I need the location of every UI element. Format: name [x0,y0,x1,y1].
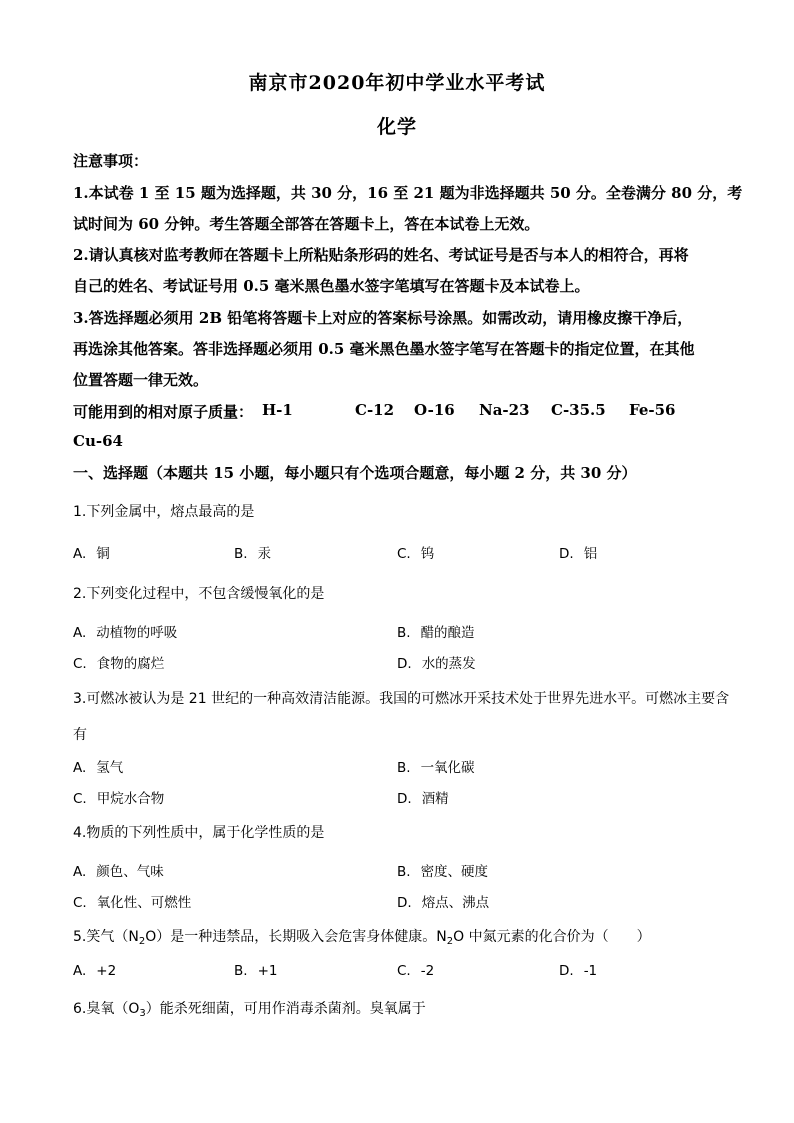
notice-heading: 注意事项： [73,152,149,170]
question-stem: 3.可燃冰被认为是 21 世纪的一种高效清洁能源。我国的可燃冰开采技术处于世界先进水平。可燃冰主要含 [73,691,730,707]
atomic-mass-item: C-12 [355,401,395,419]
option-c: C. 甲烷水合物 [73,791,165,807]
question-stem: 6.臭氧$(O_3)$能杀死细菌，可用作消毒杀菌剂。臭氧属于 [73,1001,426,1019]
notice-line: 1.本试卷 1 至 15 题为选择题，共 30 分，16 至 21 题为非选择题共 50 分。全卷满分 80 分，考 [73,184,743,202]
notice-line: 自己的姓名、考试证号用 0.5 毫米黑色墨水签字笔填写在答题卡及本试卷上。 [73,277,590,295]
option-c: C. -2 [397,963,435,979]
option-d: D. -1 [559,963,598,979]
atomic-mass-label: 可能用到的相对原子质量： [73,403,254,421]
option-d: D. 铝 [559,546,598,562]
option-d: D. 酒精 [397,791,449,807]
question-stem: 2.下列变化过程中，不包含缓慢氧化的是 [73,586,325,602]
atomic-mass-item: C-35.5 [551,401,606,419]
option-b: B. 密度、硬度 [397,864,489,880]
option-b: B. 醋的酿造 [397,625,475,641]
option-a: A. +2 [73,963,117,979]
option-b: B. 汞 [234,546,272,562]
question-stem: 1.下列金属中，熔点最高的是 [73,504,255,520]
notice-line: 2.请认真核对监考教师在答题卡上所粘贴条形码的姓名、考试证号是否与本人的相符合，再将 [73,246,689,264]
option-c: C. 钨 [397,546,435,562]
option-c: C. 食物的腐烂 [73,656,165,672]
question-stem: 5.笑气$(N_2O)$是一种违禁品，长期吸入会危害身体健康。$N_2O$ 中氮元素的化合价为（ ） [73,929,651,947]
notice-line: 3.答选择题必须用 2B 铅笔将答题卡上对应的答案标号涂黑。如需改动，请用橡皮擦干净后， [73,309,693,327]
section-heading: 一、选择题（本题共 15 小题，每小题只有个选项合题意，每小题 2 分，共 30 分） [73,464,637,482]
atomic-mass-item: Cu-64 [73,432,123,450]
atomic-mass-item: Na-23 [479,401,530,419]
option-d: D. 水的蒸发 [397,656,476,672]
subscript: 2 [446,936,454,947]
atomic-mass-item: O-16 [414,401,455,419]
subscript: 3 [139,1008,146,1019]
option-a: A. 颜色、气味 [73,864,164,880]
notice-line: 位置答题一律无效。 [73,371,209,389]
atomic-mass-item: Fe-56 [629,401,676,419]
option-a: A. 氢气 [73,760,124,776]
option-a: A. 动植物的呼吸 [73,625,178,641]
option-b: B. 一氧化碳 [397,760,475,776]
exam-title: 南京市2020年初中学业水平考试 [248,72,546,94]
option-c: C. 氧化性、可燃性 [73,895,192,911]
notice-line: 试时间为 60 分钟。考生答题全部答在答题卡上，答在本试卷上无效。 [73,215,540,233]
subject-title: 化学 [376,116,417,138]
option-d: D. 熔点、沸点 [397,895,490,911]
question-stem-continued: 有 [73,727,87,743]
subscript: 2 [138,936,146,947]
option-a: A. 铜 [73,546,110,562]
notice-line: 再选涂其他答案。答非选择题必须用 0.5 毫米黑色墨水签字笔写在答题卡的指定位置，在其他 [73,340,695,358]
question-stem: 4.物质的下列性质中，属于化学性质的是 [73,825,325,841]
option-b: B. +1 [234,963,278,979]
atomic-mass-item: H-1 [262,401,293,419]
